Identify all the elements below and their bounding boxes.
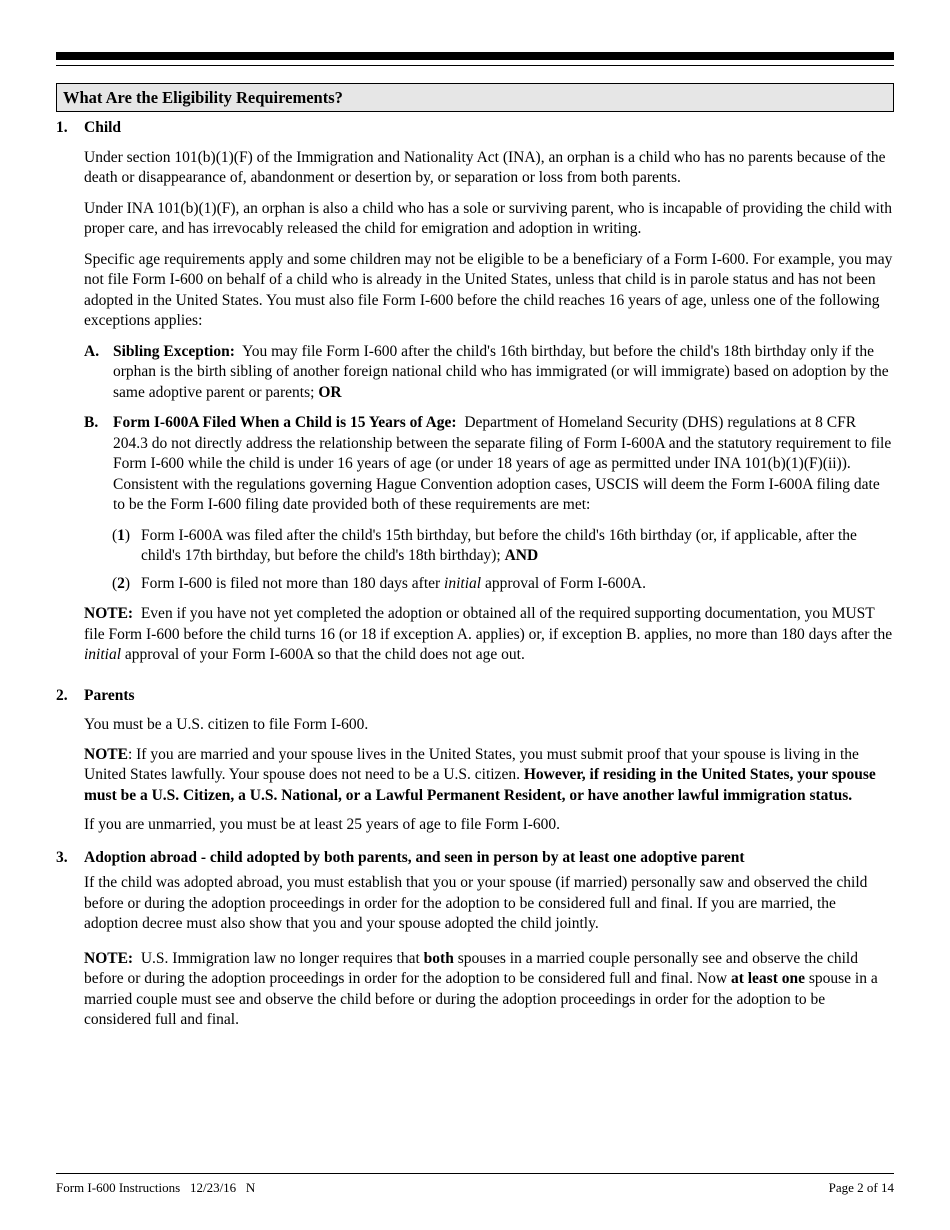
adoption-note-label: NOTE: xyxy=(84,949,134,967)
item-number: 3. xyxy=(56,848,68,866)
parents-note-label: NOTE xyxy=(84,745,128,763)
child-note-text-before: Even if you have not yet completed the adoption or obtained all of the required supporting documentation, you MUST file Form I-600 before the child turns 16 (or 18 if exception A. applies) or, if exception B. applies, no more than 180 days after the xyxy=(84,605,893,643)
footer-form-info: Form I-600 Instructions 12/23/16 N xyxy=(56,1180,256,1195)
requirement-2-emph: initial xyxy=(444,574,482,592)
item-number: 2. xyxy=(56,686,68,704)
child-note-text-after: approval of your Form I-600A so that the child does not age out. xyxy=(124,646,525,663)
item-adoption-heading xyxy=(56,848,894,869)
adoption-note xyxy=(84,949,894,1031)
adoption-note-b2: at least one xyxy=(730,970,805,987)
requirement-2-text-before: Form I-600 is filed not more than 180 days after xyxy=(141,574,441,592)
adoption-note-b1: both xyxy=(423,949,454,967)
adoption-note-t3: spouse in a married couple must see and observe the child before or during the adoption proceedings in order for the adoption to be considered full and final. xyxy=(84,970,878,1028)
child-note xyxy=(84,604,894,666)
main-content xyxy=(56,118,894,1031)
requirement-2-open: ( xyxy=(112,574,118,592)
adoption-paragraph-1: If the child was adopted abroad, you must establish that you or your spouse (if married) personally saw and observed the child before or during the adoption proceedings in order for the adoption to be considered full and final. If you are married, the adoption decree must also show that you and your spouse adopted the child jointly. xyxy=(84,874,868,932)
header-thick-rule xyxy=(56,52,894,60)
requirement-1-num: 1 xyxy=(117,526,125,544)
parents-paragraph-2: If you are unmarried, you must be at least 25 years of age to file Form I-600. xyxy=(84,816,561,833)
child-paragraph-3: Specific age requirements apply and some children may not be eligible to be a beneficiary of a Form I-600. For example, you may not file Form I-600 on behalf of a child who is already in the United States, unless that child is in parole status and has not been adopted in the United States. You must also file Form I-600 before the child reaches 16 years of age, unless one of the following exceptions applies: xyxy=(84,250,893,329)
parents-note-bold: However, if residing in the United States, your spouse must be a U.S. Citizen, a U.S. National, or a Lawful Permanent Resident, or have another lawful immigration status. xyxy=(84,766,876,804)
adoption-note-t1: U.S. Immigration law no longer requires that xyxy=(140,949,420,967)
section-title: What Are the Eligibility Requirements? xyxy=(63,88,343,107)
item-title: Adoption abroad - child adopted by both parents, and seen in person by at least one adoptive parent xyxy=(84,848,745,866)
requirement-1 xyxy=(112,526,894,567)
item-parents-heading xyxy=(56,686,894,707)
child-note-label: NOTE: xyxy=(84,605,134,622)
child-paragraph-1: Under section 101(b)(1)(F) of the Immigration and Nationality Act (INA), an orphan is a child who has no parents because of the death or disappearance of, abandonment or desertion by, or separation or loss from both parents. xyxy=(84,148,886,186)
requirement-1-open: ( xyxy=(112,526,118,544)
requirement-2-close: ) xyxy=(124,574,131,592)
document-page xyxy=(56,0,894,1230)
child-paragraph-2: Under INA 101(b)(1)(F), an orphan is also a child who has a sole or surviving parent, who is incapable of providing the child with proper care, and has irrevocably released the child for emigration and adoption in writing. xyxy=(84,199,892,237)
item-child-heading xyxy=(56,118,894,139)
exception-b-heading: Form I-600A Filed When a Child is 15 Years of Age: xyxy=(113,414,457,431)
requirement-1-and: AND xyxy=(504,547,539,564)
parents-note xyxy=(84,745,894,807)
footer-rule xyxy=(56,1173,894,1174)
exception-a xyxy=(84,342,894,404)
exception-b-label: B. xyxy=(84,414,99,431)
requirement-2 xyxy=(112,574,894,595)
exception-b-text: Department of Homeland Security (DHS) regulations at 8 CFR 204.3 do not directly address the relationship between the separate filing of Form I-600A and the statutory requirement to file Form I-600 while the child is under 16 years of age (or under 18 years of age as permitted under INA 101(b)(1)(F)(ii)). Consistent with the regulations governing Hague Convention adoption cases, USCIS will deem the Form I-600A filing date to be the Form I-600 filing date provided both of these requirements are met: xyxy=(113,414,892,513)
exception-a-or: OR xyxy=(318,383,342,401)
item-number: 1. xyxy=(56,119,68,136)
parents-paragraph-1: You must be a U.S. citizen to file Form I-600. xyxy=(84,716,369,733)
exception-a-text: You may file Form I-600 after the child's 16th birthday, but before the child's 18th birthday only if the orphan is the birth sibling of another foreign national child who has immigrated (or will immigrate) based on adoption by the same adoptive parent or parents; xyxy=(113,342,889,401)
item-title: Child xyxy=(84,119,122,136)
exception-a-heading: Sibling Exception: xyxy=(113,342,235,360)
requirement-1-text: Form I-600A was filed after the child's 15th birthday, but before the child's 16th birthday (or, if applicable, after the child's 17th birthday, but before the child's 18th birthday); xyxy=(141,526,857,564)
footer-page-number: Page 2 of 14 xyxy=(828,1180,894,1195)
exception-a-label: A. xyxy=(84,342,100,360)
exception-b xyxy=(84,413,894,516)
requirement-2-text-after: approval of Form I-600A. xyxy=(484,574,646,592)
header-thin-rule xyxy=(56,65,894,66)
section-header xyxy=(56,83,894,112)
item-title: Parents xyxy=(84,686,135,704)
requirement-2-num: 2 xyxy=(117,574,125,592)
parents-note-text: : If you are married and your spouse lives in the United States, you must submit proof that your spouse is living in the United States lawfully. Your spouse does not need to be a U.S. citizen. xyxy=(84,745,859,783)
child-note-emph: initial xyxy=(84,646,122,663)
requirement-1-close: ) xyxy=(124,526,131,544)
adoption-note-t2: spouses in a married couple personally see and observe the child before or during the adoption proceedings in order for the adoption to be considered full and final. Now xyxy=(84,949,858,987)
